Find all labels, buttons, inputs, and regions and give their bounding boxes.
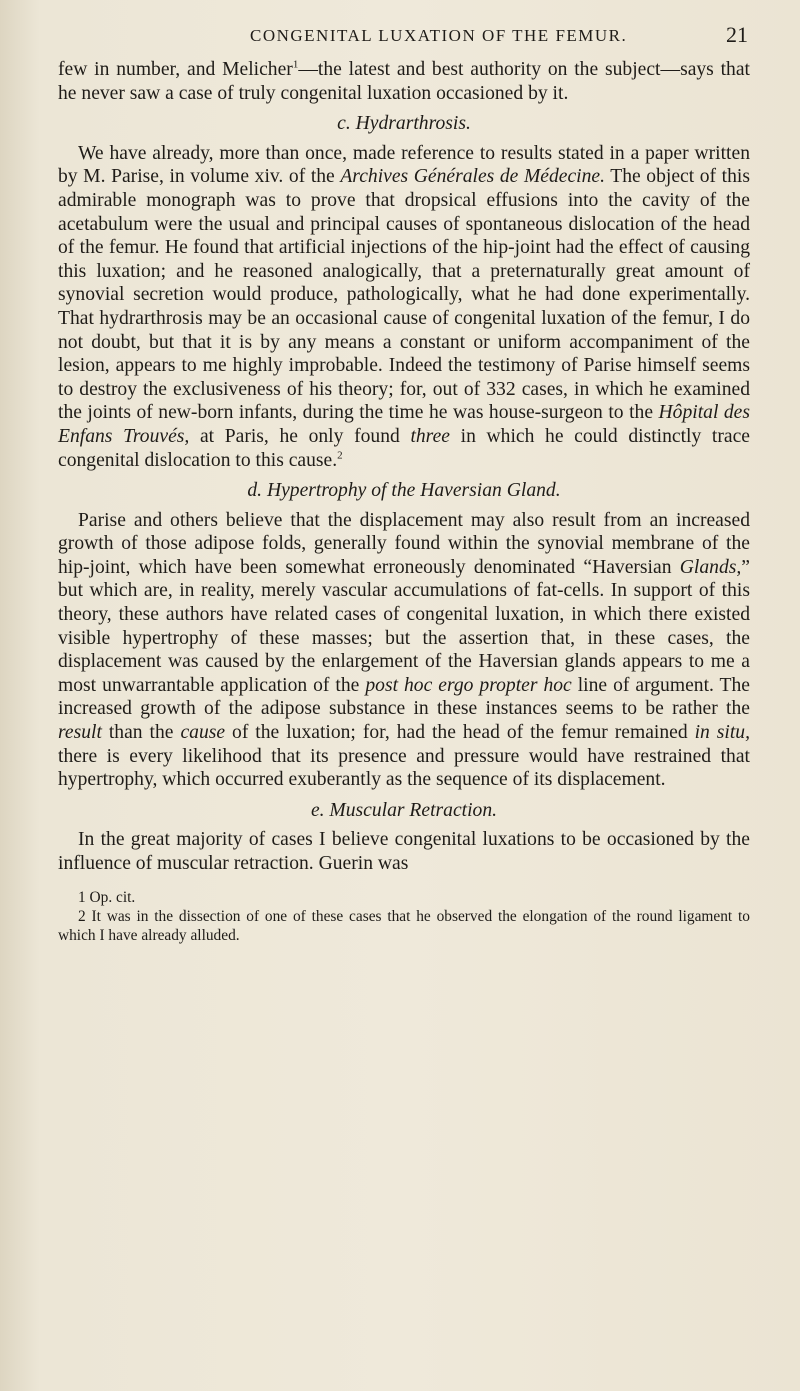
paragraph-3-text-d: than the xyxy=(101,722,181,744)
footnote-ref-2: 2 xyxy=(337,448,343,461)
page-number: 21 xyxy=(726,22,748,47)
emphasis-in-situ: in situ, xyxy=(694,722,750,744)
paragraph-3 xyxy=(58,509,750,792)
paragraph-3-text-f: there is every likelihood that its presence and pressure would have restrained that hypertrophy, which occurred exuberantly as the sequence of its displacement. xyxy=(58,745,750,791)
paragraph-1-text-b: —the latest and best authority on the subject—says that he never saw a case of truly congenital luxation occasioned by it. xyxy=(58,59,750,104)
hospital-name: Hôpital des Enfans Trouvés, xyxy=(58,402,750,447)
footnote-2: 2 It was in the dissection of one of these cases that he observed the elongation of the round ligament to which I have already alluded. xyxy=(58,907,750,944)
section-heading-c: c. Hydrarthrosis. xyxy=(337,113,471,135)
emphasis-glands: Glands, xyxy=(679,556,742,578)
journal-title: Archives Générales de Médecine. xyxy=(340,166,605,188)
paragraph-3-text-c: line of argument. The increased growth of the adipose substance in these instances seems to be rather the xyxy=(58,674,750,720)
footnotes xyxy=(58,888,750,945)
running-title: CONGENITAL LUXATION OF THE FEMUR. xyxy=(250,26,628,45)
section-heading-e: e. Muscular Retraction. xyxy=(310,799,498,821)
paragraph-2-text-b: The object of this admirable monograph was to prove that dropsical effusions into the cavity of the acetabulum were the usual and principal causes of spontaneous dislocation of the head of the femur. He found that artificial injections of the hip-joint had the effect of causing this luxation; and he reasoned analogically, that a preternaturally great amount of synovial secretion would produce, pathologically, what he had done experimentally. That hydrarthrosis may be an occasional cause of congenital luxation of the femur, I do not doubt, but that it is by any means a constant or uniform accompaniment of the lesion, appears to me highly improbable. Indeed the testimony of Parise himself seems to destroy the exclusiveness of his theory; for, out of 332 cases, in which he examined the joints of new-born infants, during the time he was house-surgeon to the xyxy=(58,166,750,424)
latin-phrase: post hoc ergo propter hoc xyxy=(365,674,572,696)
paragraph-1-text-a: few in number, and Melicher xyxy=(58,59,293,80)
paragraph-3-text-b: ” but which are, in reality, merely vascular accumulations of fat-cells. In support of this theory, these authors have related cases of congenital luxation, in which there existed visible hypertrophy of these masses; but the assertion that, in these cases, the displacement was caused by the enlargement of the Haversian glands appears to me a most unwarrantable application of the xyxy=(58,556,750,696)
section-heading-d: d. Hypertrophy of the Haversian Gland. xyxy=(247,480,561,502)
paragraph-1 xyxy=(58,58,750,105)
paragraph-2 xyxy=(58,142,750,472)
paragraph-4: In the great majority of cases I believe congenital luxations to be occasioned by the influence of muscular retraction. Guerin was xyxy=(58,829,750,874)
paragraph-2-text-c: at Paris, he only found xyxy=(189,425,411,447)
paragraph-2-text-a: We have already, more than once, made reference to results stated in a paper written by M. Parise, in volume xiv. of the xyxy=(58,142,750,188)
paragraph-3-text-a: Parise and others believe that the displacement may also result from an increased growth of those adipose folds, generally found within the synovial membrane of the hip-joint, which have been somewhat erroneously denominated “Haversian xyxy=(58,509,750,578)
paragraph-2-text-d: in which he could distinctly trace congenital dislocation to this cause. xyxy=(58,425,750,471)
running-head xyxy=(0,22,800,52)
footnote-ref-1: 1 xyxy=(292,58,299,71)
paragraph-3-text-e: of the luxation; for, had the head of the femur remained xyxy=(225,722,695,744)
emphasis-cause: cause xyxy=(180,722,226,744)
emphasis-three: three xyxy=(410,425,450,447)
footnote-1: 1 Op. cit. xyxy=(78,888,136,906)
body-text xyxy=(58,58,750,945)
emphasis-result: result xyxy=(58,722,102,744)
